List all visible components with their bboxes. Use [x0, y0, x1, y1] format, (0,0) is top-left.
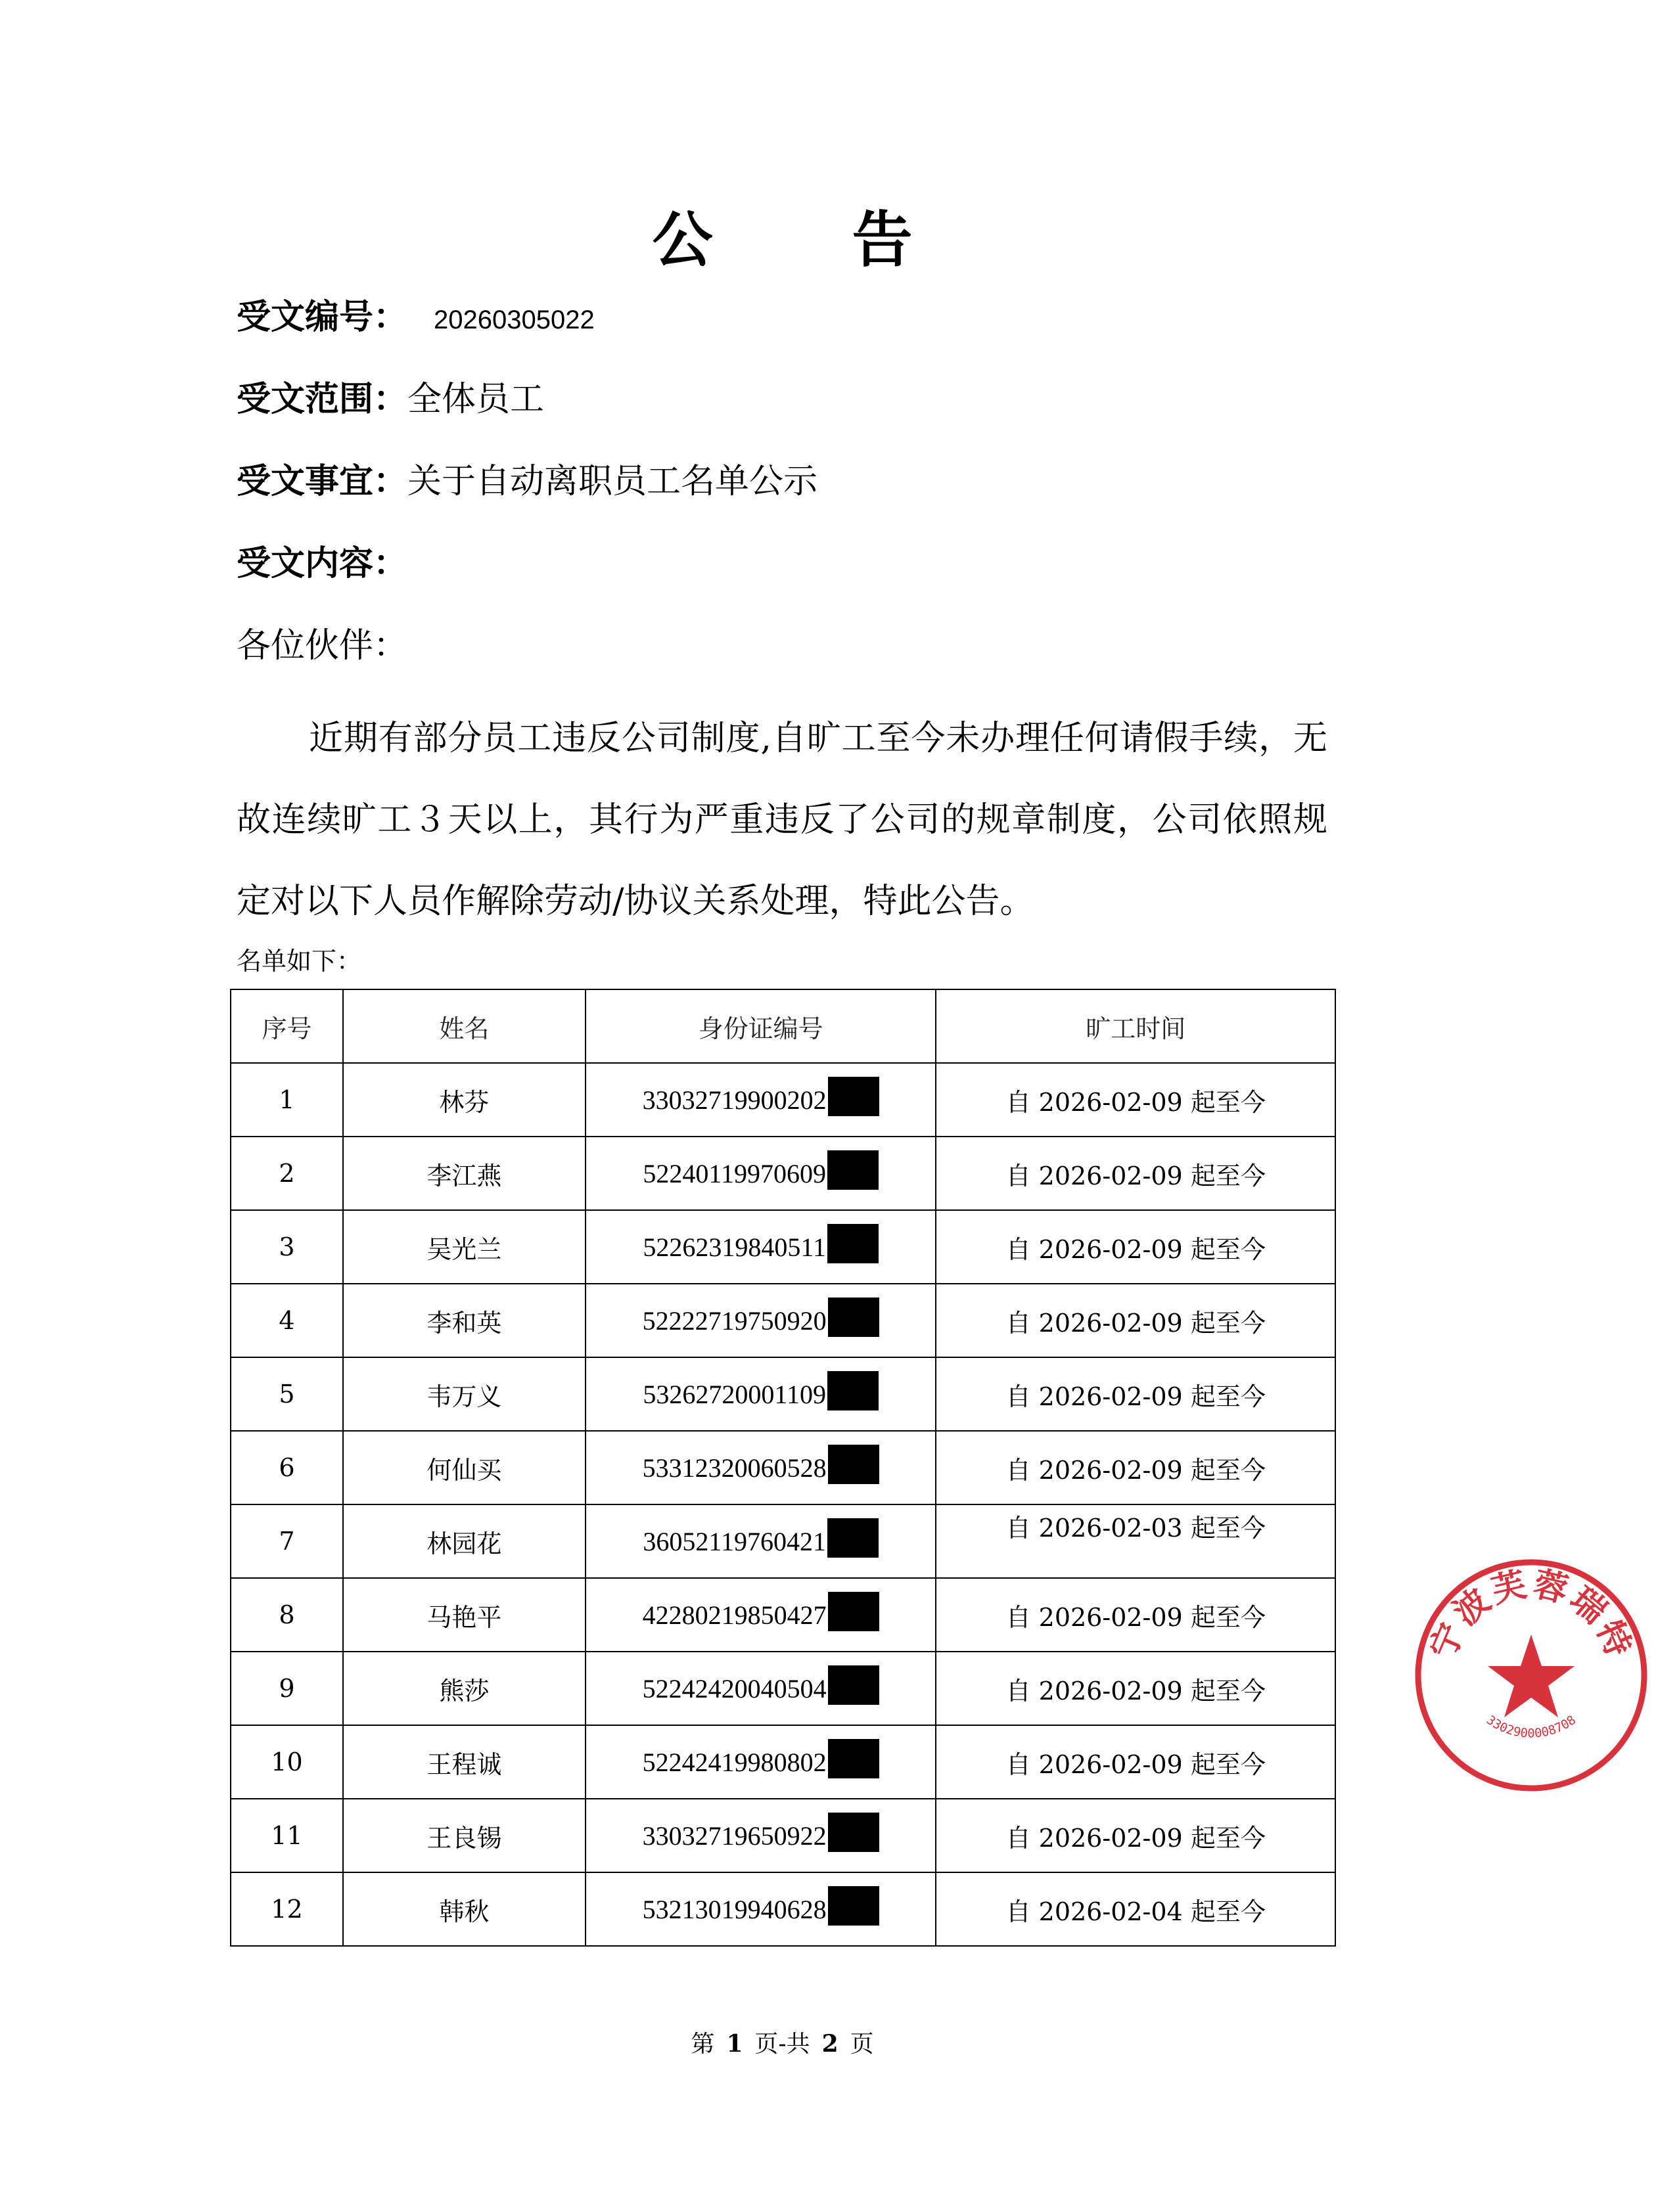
notice-title: 公 告 — [652, 205, 972, 275]
row-index: 4 — [231, 1284, 343, 1357]
redaction-block — [828, 1592, 879, 1631]
employee-table — [230, 989, 1336, 1947]
row-id-cell — [586, 1725, 936, 1799]
page-footer — [0, 2025, 1565, 2059]
document-number-label: 受文编号： — [237, 298, 408, 337]
table-row — [231, 1284, 1335, 1357]
redaction-block — [827, 1518, 879, 1558]
content-field — [237, 535, 407, 585]
row-id-number: 52222719750920 — [642, 1305, 827, 1336]
absence-time-text: 自 2026-02-09 起至今 — [1005, 1823, 1266, 1853]
redaction-block — [827, 1224, 879, 1263]
redaction-block — [828, 1665, 879, 1705]
row-index: 1 — [231, 1063, 343, 1137]
greeting: 各位伙伴： — [237, 626, 408, 666]
id-number-wrapper — [643, 1747, 879, 1778]
footer-middle: 页-共 — [754, 2031, 810, 2058]
row-id-number: 33032719650922 — [642, 1820, 827, 1851]
list-title: 名单如下： — [237, 947, 362, 976]
document-number-value: 20260305022 — [434, 305, 595, 334]
table-row — [231, 1431, 1335, 1504]
table-row — [231, 1578, 1335, 1652]
table-row — [231, 1063, 1335, 1137]
row-index: 11 — [231, 1799, 343, 1872]
id-number-wrapper — [643, 1305, 879, 1336]
row-id-cell — [586, 1137, 936, 1210]
row-id-number: 42280219850427 — [642, 1600, 827, 1630]
svg-text:宁波芙蓉瑞特: 宁波芙蓉瑞特 — [1423, 1564, 1640, 1665]
absence-time-text: 自 2026-02-09 起至今 — [1005, 1087, 1266, 1117]
row-index: 3 — [231, 1210, 343, 1284]
absence-time-text: 自 2026-02-09 起至今 — [1005, 1602, 1266, 1632]
id-number-wrapper — [643, 1232, 879, 1263]
absence-time-text: 自 2026-02-09 起至今 — [1005, 1676, 1266, 1705]
scope-label: 受文范围： — [237, 380, 408, 419]
absence-time-text: 自 2026-02-09 起至今 — [1005, 1382, 1266, 1411]
header-index: 序号 — [231, 989, 343, 1063]
row-id-number: 33032719900202 — [642, 1085, 827, 1115]
row-index: 5 — [231, 1357, 343, 1431]
company-seal — [1406, 1550, 1656, 1800]
row-id-number: 36052119760421 — [643, 1526, 826, 1556]
row-index: 8 — [231, 1578, 343, 1652]
row-absence-time — [936, 1504, 1335, 1578]
table-row — [231, 1799, 1335, 1872]
id-number-wrapper — [643, 1453, 879, 1483]
table-row — [231, 1652, 1335, 1725]
absence-time-text: 自 2026-02-09 起至今 — [1005, 1234, 1266, 1264]
table-row — [231, 1357, 1335, 1431]
row-id-number: 52242420040504 — [642, 1673, 827, 1704]
row-name: 何仙买 — [343, 1431, 586, 1504]
row-name: 李江燕 — [343, 1137, 586, 1210]
absence-time-text: 自 2026-02-09 起至今 — [1005, 1161, 1266, 1190]
row-id-number: 53262720001109 — [643, 1379, 826, 1409]
id-number-wrapper — [643, 1673, 879, 1704]
absence-time-text: 自 2026-02-04 起至今 — [1005, 1897, 1266, 1926]
row-name: 马艳平 — [343, 1578, 586, 1652]
row-absence-time — [936, 1725, 1335, 1799]
table-row — [231, 1504, 1335, 1578]
redaction-block — [827, 1150, 879, 1190]
row-name: 韦万义 — [343, 1357, 586, 1431]
row-id-cell — [586, 1504, 936, 1578]
row-name: 韩秋 — [343, 1872, 586, 1946]
row-name: 王程诚 — [343, 1725, 586, 1799]
redaction-block — [828, 1739, 879, 1778]
row-index: 10 — [231, 1725, 343, 1799]
row-id-cell — [586, 1431, 936, 1504]
footer-total-pages: 2 — [821, 2030, 839, 2058]
footer-prefix: 第 — [691, 2031, 715, 2058]
row-absence-time — [936, 1652, 1335, 1725]
redaction-block — [828, 1813, 879, 1852]
content-label: 受文内容： — [237, 544, 408, 583]
footer-suffix: 页 — [850, 2031, 874, 2058]
row-index: 7 — [231, 1504, 343, 1578]
row-absence-time — [936, 1872, 1335, 1946]
row-name: 林芬 — [343, 1063, 586, 1137]
absence-time-text: 自 2026-02-09 起至今 — [1005, 1749, 1266, 1779]
row-absence-time — [936, 1578, 1335, 1652]
row-absence-time — [936, 1357, 1335, 1431]
redaction-block — [828, 1077, 879, 1116]
row-index: 9 — [231, 1652, 343, 1725]
footer-page-number: 1 — [726, 2030, 743, 2058]
table-row — [231, 1137, 1335, 1210]
redaction-block — [827, 1371, 879, 1411]
redaction-block — [828, 1298, 879, 1337]
id-number-wrapper — [643, 1158, 879, 1189]
row-absence-time — [936, 1063, 1335, 1137]
topic-label: 受文事宜： — [237, 462, 408, 501]
redaction-block — [828, 1445, 879, 1484]
row-id-cell — [586, 1210, 936, 1284]
absence-time-text: 自 2026-02-09 起至今 — [1005, 1455, 1266, 1485]
id-number-wrapper — [643, 1820, 879, 1851]
topic-value: 关于自动离职员工名单公示 — [407, 462, 818, 501]
table-row — [231, 1872, 1335, 1946]
id-number-wrapper — [643, 1379, 879, 1410]
header-name: 姓名 — [343, 989, 586, 1063]
id-number-wrapper — [643, 1085, 879, 1116]
row-id-cell — [586, 1284, 936, 1357]
row-absence-time — [936, 1137, 1335, 1210]
row-index: 6 — [231, 1431, 343, 1504]
id-number-wrapper — [643, 1600, 879, 1631]
row-id-number: 52242419980802 — [642, 1747, 827, 1777]
svg-text:3302900008708: 3302900008708 — [1483, 1712, 1579, 1741]
row-id-cell — [586, 1578, 936, 1652]
header-id-number: 身份证编号 — [586, 989, 936, 1063]
document-number-field — [237, 289, 595, 338]
row-index: 12 — [231, 1872, 343, 1946]
row-id-number: 52262319840511 — [643, 1232, 826, 1262]
row-name: 李和英 — [343, 1284, 586, 1357]
row-name: 熊莎 — [343, 1652, 586, 1725]
row-id-cell — [586, 1063, 936, 1137]
row-name: 吴光兰 — [343, 1210, 586, 1284]
topic-field — [237, 453, 817, 503]
id-number-wrapper — [643, 1894, 879, 1925]
table-row — [231, 1210, 1335, 1284]
row-absence-time — [936, 1210, 1335, 1284]
row-index: 2 — [231, 1137, 343, 1210]
scope-value: 全体员工 — [407, 380, 545, 419]
absence-time-text: 自 2026-02-03 起至今 — [1005, 1513, 1266, 1543]
id-number-wrapper — [643, 1526, 879, 1557]
absence-time-text: 自 2026-02-09 起至今 — [1005, 1308, 1266, 1338]
row-id-cell — [586, 1652, 936, 1725]
row-id-number: 53213019940628 — [642, 1894, 827, 1924]
row-id-number: 52240119970609 — [643, 1158, 826, 1188]
header-absence-time: 旷工时间 — [936, 989, 1335, 1063]
row-absence-time — [936, 1799, 1335, 1872]
body-paragraph: 近期有部分员工违反公司制度,自旷工至今未办理任何请假手续，无故连续旷工３天以上，其行为严重违反了公司的规章制度，公司依照规定对以下人员作解除劳动/协议关系处理，特此公告。 — [237, 719, 1327, 921]
row-name: 王良锡 — [343, 1799, 586, 1872]
table-row — [231, 1725, 1335, 1799]
table-header-row — [231, 989, 1335, 1063]
row-absence-time — [936, 1284, 1335, 1357]
row-id-cell — [586, 1872, 936, 1946]
row-id-cell — [586, 1357, 936, 1431]
row-id-number: 53312320060528 — [642, 1453, 827, 1483]
row-id-cell — [586, 1799, 936, 1872]
row-absence-time — [936, 1431, 1335, 1504]
scope-field — [237, 371, 544, 420]
redaction-block — [828, 1886, 879, 1926]
row-name: 林园花 — [343, 1504, 586, 1578]
